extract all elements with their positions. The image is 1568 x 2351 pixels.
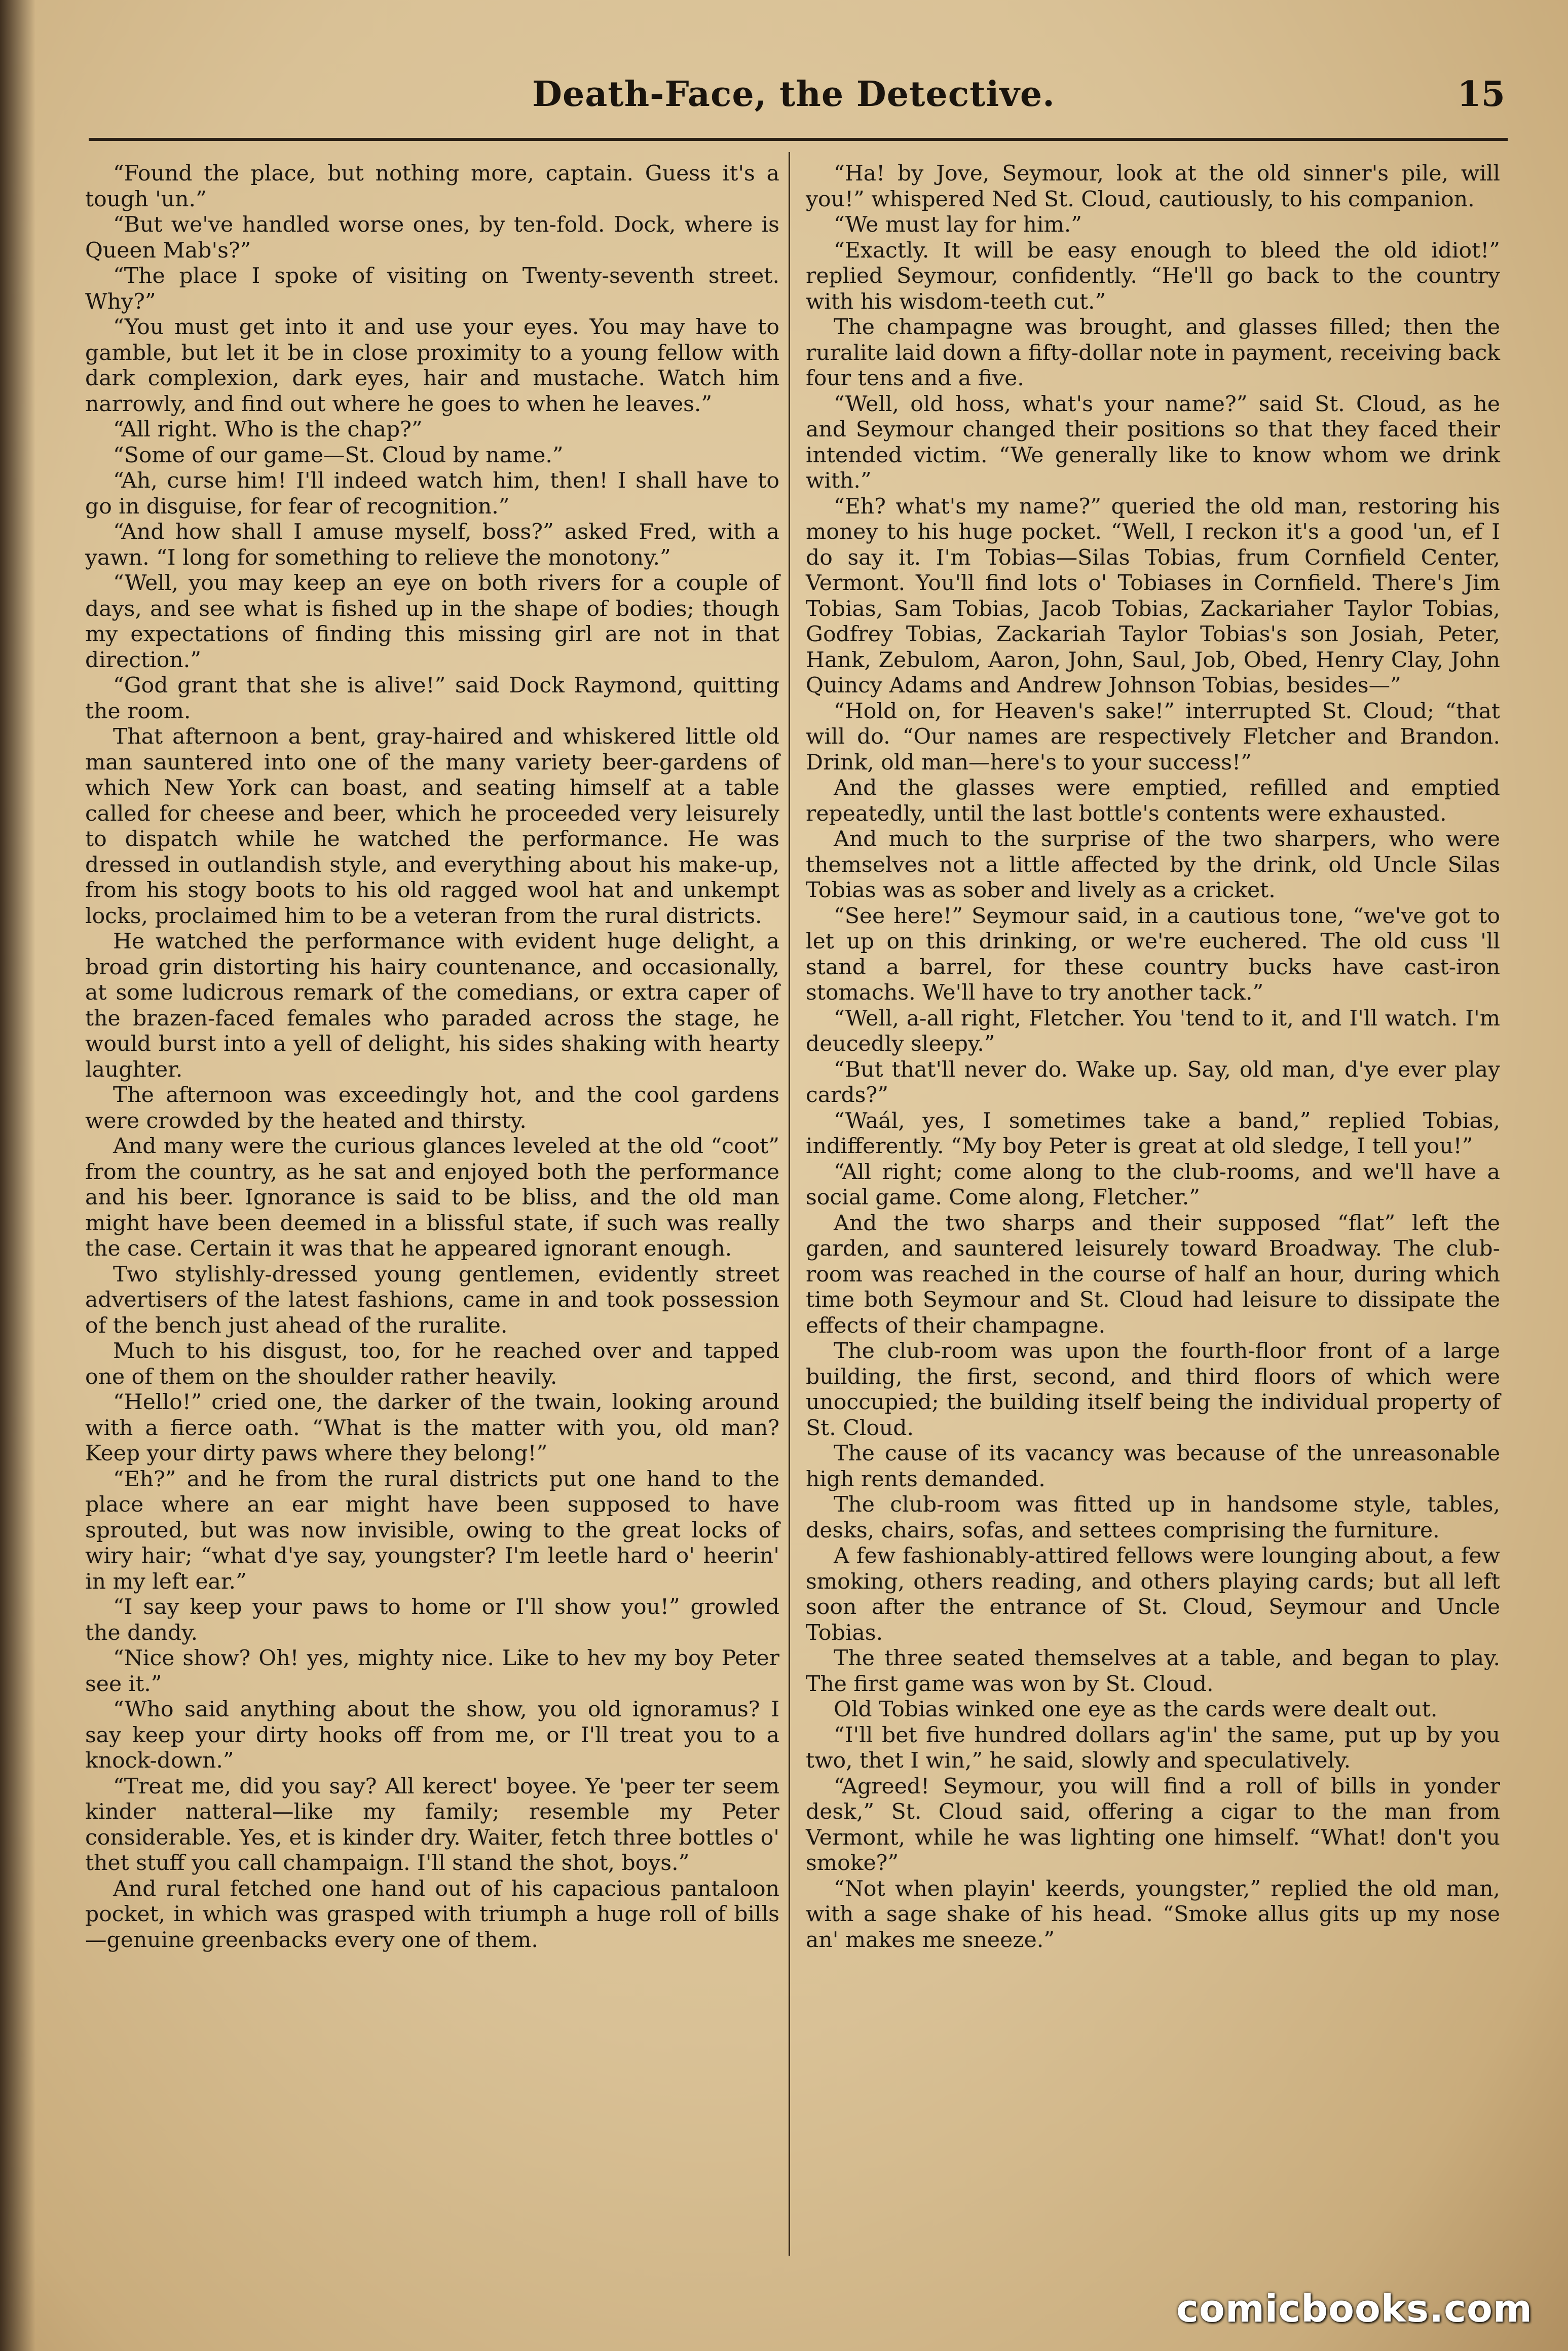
page-binding-shadow: [0, 0, 35, 2351]
paragraph: A few fashionably-attired fellows were lounging about, a few smoking, others reading, and others playing cards; but all left soon after the entrance of St. Cloud, Seymour and Uncle Tobias.: [806, 1544, 1500, 1645]
paragraph: “Not when playin' keerds, youngster,” replied the old man, with a sage shake of his head. “Smoke allus gits up my nose an' makes me sneeze.”: [806, 1876, 1500, 1953]
paragraph: “You must get into it and use your eyes. You may have to gamble, but let it be in close proximity to a young fellow with dark complexion, dark eyes, hair and mustache. Watch him narrowly, and find out where he goes to when he leaves.”: [85, 315, 779, 417]
paragraph: “See here!” Seymour said, in a cautious tone, “we've got to let up on this drinking, or we're euchered. The old cuss 'll stand a barrel, for these country bucks have cast-iron stomachs. We'll have to try another tack.”: [806, 903, 1500, 1005]
page-title: Death-Face, the Detective.: [532, 74, 1055, 115]
right-column: [806, 161, 1500, 1953]
paragraph: “Nice show? Oh! yes, mighty nice. Like to hev my boy Peter see it.”: [85, 1646, 779, 1697]
paragraph: And the glasses were emptied, refilled and emptied repeatedly, until the last bottle's contents were exhausted.: [806, 776, 1500, 826]
paragraph: The afternoon was exceedingly hot, and the cool gardens were crowded by the heated and thirsty.: [85, 1083, 779, 1133]
paragraph: “But we've handled worse ones, by ten-fold. Dock, where is Queen Mab's?”: [85, 212, 779, 263]
header-rule: [89, 138, 1508, 141]
page-number: 15: [1457, 74, 1505, 115]
paragraph: “Hold on, for Heaven's sake!” interrupted St. Cloud; “that will do. “Our names are respectively Fletcher and Brandon. Drink, old man—here's to your success!”: [806, 699, 1500, 775]
paragraph: “Well, a-all right, Fletcher. You 'tend to it, and I'll watch. I'm deucedly sleepy.”: [806, 1006, 1500, 1056]
paragraph: “God grant that she is alive!” said Dock Raymond, quitting the room.: [85, 673, 779, 724]
site-watermark: comicbooks.com: [1176, 2287, 1533, 2331]
paragraph: “Eh? what's my name?” queried the old man, restoring his money to his huge pocket. “Well, I reckon it's a good 'un, ef I do say it. I'm Tobias—Silas Tobias, frum Cornfield Center, Vermont. You'll find lots o' Tobiases in Cornfield. There's Jim Tobias, Sam Tobias, Jacob Tobias, Zackariaher Taylor Tobias, Godfrey Tobias, Zackariah Taylor Tobias's son Josiah, Peter, Hank, Zebulom, Aaron, John, Saul, Job, Obed, Henry Clay, John Quincy Adams and Andrew Johnson Tobias, besides—”: [806, 494, 1500, 698]
paragraph: And many were the curious glances leveled at the old “coot” from the country, as he sat and enjoyed both the performance and his beer. Ignorance is said to be bliss, and the old man might have been deemed in a blissful state, if such was really the case. Certain it was that he appeared ignorant enough.: [85, 1134, 779, 1261]
paragraph: The champagne was brought, and glasses filled; then the ruralite laid down a fifty-dollar note in payment, receiving back four tens and a five.: [806, 315, 1500, 391]
paragraph: “I'll bet five hundred dollars ag'in' the same, put up by you two, thet I win,” he said, slowly and speculatively.: [806, 1722, 1500, 1773]
paragraph: “All right; come along to the club-rooms, and we'll have a social game. Come along, Fletcher.”: [806, 1159, 1500, 1210]
paragraph: “All right. Who is the chap?”: [113, 417, 423, 442]
paragraph: “Well, old hoss, what's your name?” said St. Cloud, as he and Seymour changed their positions so that they faced their intended victim. “We generally like to know whom we drink with.”: [806, 391, 1500, 493]
paragraph: “Ha! by Jove, Seymour, look at the old sinner's pile, will you!” whispered Ned St. Cloud, cautiously, to his companion.: [806, 161, 1500, 212]
paragraph: “Some of our game—St. Cloud by name.”: [113, 443, 564, 468]
paragraph: “Agreed! Seymour, you will find a roll of bills in yonder desk,” St. Cloud said, offering a cigar to the man from Vermont, while he was lighting one himself. “What! don't you smoke?”: [806, 1774, 1500, 1876]
paragraph: “I say keep your paws to home or I'll show you!” growled the dandy.: [85, 1595, 779, 1645]
paragraph: Much to his disgust, too, for he reached over and tapped one of them on the shoulder rather heavily.: [85, 1339, 779, 1389]
paragraph: The three seated themselves at a table, and began to play. The first game was won by St. Cloud.: [806, 1646, 1500, 1697]
running-header: [86, 71, 1505, 127]
paragraph: He watched the performance with evident huge delight, a broad grin distorting his hairy countenance, and occasionally, at some ludicrous remark of the comedians, or extra caper of the brazen-faced females who paraded across the stage, he would burst into a yell of delight, his sides shaking with hearty laughter.: [85, 929, 779, 1082]
paragraph: “Eh?” and he from the rural districts put one hand to the place where an ear might have been supposed to have sprouted, but was now invisible, owing to the great locks of wiry hair; “what d'ye say, youngster? I'm leetle hard o' heerin' in my left ear.”: [85, 1466, 779, 1594]
paragraph: “Exactly. It will be easy enough to bleed the old idiot!” replied Seymour, confidently. “He'll go back to the country with his wisdom-teeth cut.”: [806, 238, 1500, 314]
left-column: [85, 161, 779, 1953]
paragraph: The club-room was fitted up in handsome style, tables, desks, chairs, sofas, and settees comprising the furniture.: [806, 1492, 1500, 1543]
paragraph: “Well, you may keep an eye on both rivers for a couple of days, and see what is fished up in the shape of bodies; though my expectations of finding this missing girl are not in that direction.”: [85, 571, 779, 673]
paragraph: “Found the place, but nothing more, captain. Guess it's a tough 'un.”: [85, 161, 779, 212]
paragraph: “Treat me, did you say? All kerect' boyee. Ye 'peer ter seem kinder natteral—like my family; resemble my Peter considerable. Yes, et is kinder dry. Waiter, fetch three bottles o' thet stuff you call champaign. I'll stand the shot, boys.”: [85, 1774, 779, 1876]
paragraph: “Who said anything about the show, you old ignoramus? I say keep your dirty hooks off from me, or I'll treat you to a knock-down.”: [85, 1697, 779, 1773]
paragraph: Two stylishly-dressed young gentlemen, evidently street advertisers of the latest fashions, came in and took possession of the bench just ahead of the ruralite.: [85, 1262, 779, 1338]
paragraph: “We must lay for him.”: [834, 212, 1082, 237]
paragraph: And rural fetched one hand out of his capacious pantaloon pocket, in which was grasped with triumph a huge roll of bills—genuine greenbacks every one of them.: [85, 1876, 779, 1953]
paragraph: And much to the surprise of the two sharpers, who were themselves not a little affected by the drink, old Uncle Silas Tobias was as sober and lively as a cricket.: [806, 827, 1500, 903]
paragraph: “But that'll never do. Wake up. Say, old man, d'ye ever play cards?”: [806, 1057, 1500, 1108]
column-divider: [789, 152, 790, 2256]
paragraph: And the two sharps and their supposed “flat” left the garden, and sauntered leisurely toward Broadway. The club-room was reached in the course of half an hour, during which time both Seymour and St. Cloud had leisure to dissipate the effects of their champagne.: [806, 1210, 1500, 1338]
paragraph: “And how shall I amuse myself, boss?” asked Fred, with a yawn. “I long for something to relieve the monotony.”: [85, 520, 779, 570]
paragraph: “The place I spoke of visiting on Twenty-seventh street. Why?”: [85, 264, 779, 314]
paragraph: “Hello!” cried one, the darker of the twain, looking around with a fierce oath. “What is the matter with you, old man? Keep your dirty paws where they belong!”: [85, 1390, 779, 1466]
paragraph: “Waál, yes, I sometimes take a band,” replied Tobias, indifferently. “My boy Peter is great at old sledge, I tell you!”: [806, 1108, 1500, 1159]
paragraph: Old Tobias winked one eye as the cards were dealt out.: [834, 1697, 1438, 1722]
paragraph: That afternoon a bent, gray-haired and whiskered little old man sauntered into one of the many variety beer-gardens of which New York can boast, and seating himself at a table called for cheese and beer, which he proceeded very leisurely to dispatch while he watched the performance. He was dressed in outlandish style, and everything about his make-up, from his stogy boots to his old ragged wool hat and unkempt locks, proclaimed him to be a veteran from the rural districts.: [85, 724, 779, 929]
paragraph: The cause of its vacancy was because of the unreasonable high rents demanded.: [806, 1441, 1500, 1492]
paragraph: “Ah, curse him! I'll indeed watch him, then! I shall have to go in disguise, for fear of recognition.”: [85, 468, 779, 519]
paragraph: The club-room was upon the fourth-floor front of a large building, the first, second, and third floors of which were unoccupied; the building itself being the individual property of St. Cloud.: [806, 1339, 1500, 1441]
